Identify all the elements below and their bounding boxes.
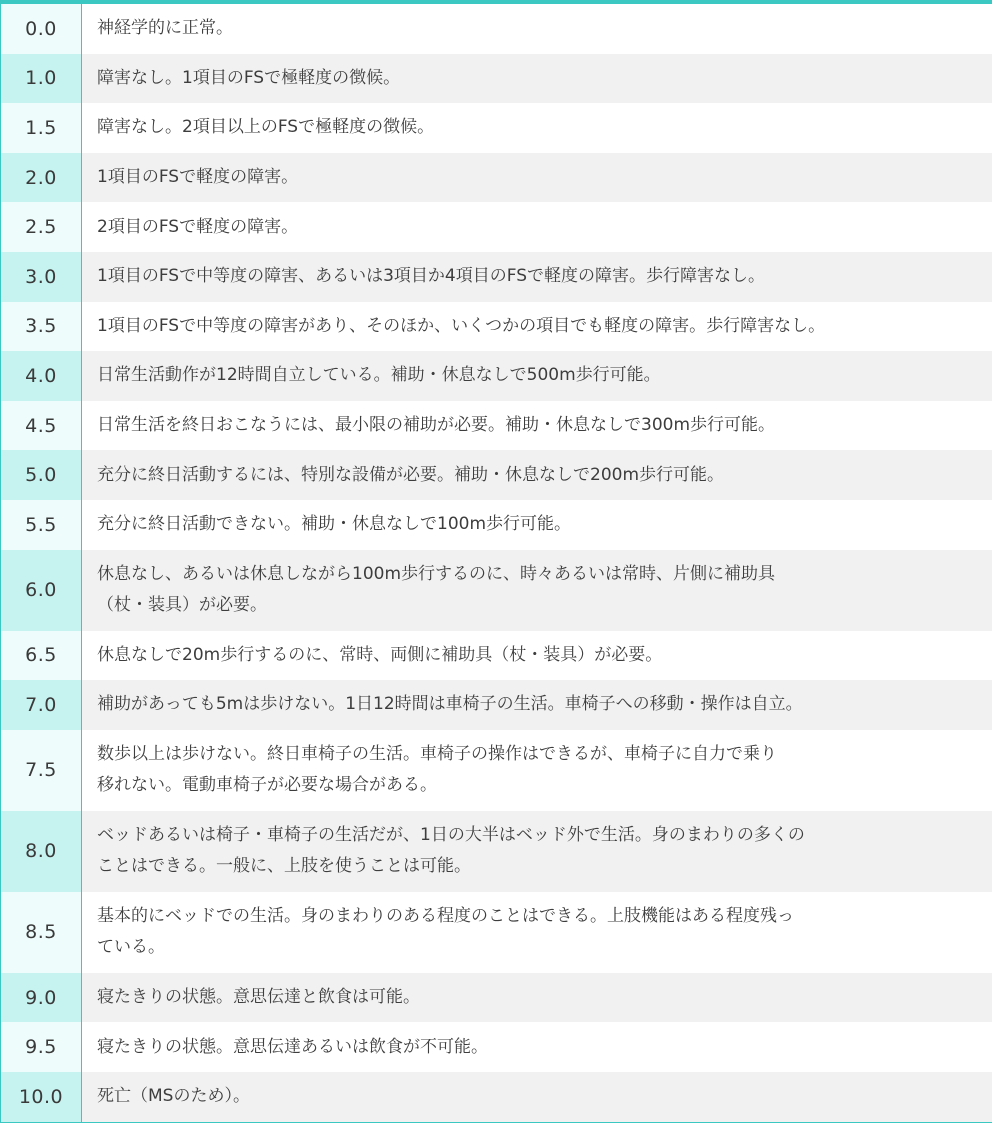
description-cell xyxy=(82,4,992,54)
description-line: 休息なし、あるいは休息しながら100m歩行するのに、時々あるいは常時、片側に補助具 xyxy=(97,559,992,590)
score-cell: 5.5 xyxy=(1,500,82,550)
table-row xyxy=(1,550,992,631)
table-row xyxy=(1,892,992,973)
description-line: 寝たきりの状態。意思伝達あるいは飲食が不可能。 xyxy=(97,1032,992,1063)
description-cell xyxy=(82,302,992,352)
edss-table xyxy=(0,4,992,1123)
description-line: 基本的にベッドでの生活。身のまわりのある程度のことはできる。上肢機能はある程度残っ xyxy=(97,901,992,932)
table-row xyxy=(1,811,992,892)
score-cell: 9.0 xyxy=(1,973,82,1023)
score-cell: 0.0 xyxy=(1,4,82,54)
table-row xyxy=(1,401,992,451)
score-cell: 1.0 xyxy=(1,54,82,104)
score-cell: 2.5 xyxy=(1,202,82,252)
description-line: ことはできる。一般に、上肢を使うことは可能。 xyxy=(97,851,992,882)
description-cell xyxy=(82,500,992,550)
score-cell: 1.5 xyxy=(1,103,82,153)
score-cell: 3.0 xyxy=(1,252,82,302)
score-cell: 9.5 xyxy=(1,1022,82,1072)
score-cell: 8.0 xyxy=(1,811,82,892)
score-cell: 8.5 xyxy=(1,892,82,973)
description-line: 日常生活を終日おこなうには、最小限の補助が必要。補助・休息なしで300m歩行可能。 xyxy=(97,410,992,441)
description-line: 寝たきりの状態。意思伝達と飲食は可能。 xyxy=(97,982,992,1013)
description-line: 障害なし。2項目以上のFSで極軽度の徴候。 xyxy=(97,112,992,143)
description-cell xyxy=(82,550,992,631)
description-cell xyxy=(82,730,992,811)
description-cell xyxy=(82,252,992,302)
score-cell: 4.5 xyxy=(1,401,82,451)
table-row xyxy=(1,631,992,681)
description-cell xyxy=(82,153,992,203)
score-cell: 3.5 xyxy=(1,302,82,352)
description-line: 日常生活動作が12時間自立している。補助・休息なしで500m歩行可能。 xyxy=(97,360,992,391)
description-line: 1項目のFSで軽度の障害。 xyxy=(97,162,992,193)
description-cell xyxy=(82,1022,992,1072)
description-line: 充分に終日活動するには、特別な設備が必要。補助・休息なしで200m歩行可能。 xyxy=(97,460,992,491)
description-line: 障害なし。1項目のFSで極軽度の徴候。 xyxy=(97,63,992,94)
description-line: 補助があっても5mは歩けない。1日12時間は車椅子の生活。車椅子への移動・操作は自立。 xyxy=(97,689,992,720)
table-row xyxy=(1,730,992,811)
description-line: 充分に終日活動できない。補助・休息なしで100m歩行可能。 xyxy=(97,509,992,540)
table-row xyxy=(1,252,992,302)
description-cell xyxy=(82,401,992,451)
score-cell: 2.0 xyxy=(1,153,82,203)
description-cell xyxy=(82,811,992,892)
description-line: （杖・装具）が必要。 xyxy=(97,590,992,621)
edss-table-body xyxy=(1,4,992,1122)
table-row xyxy=(1,103,992,153)
score-cell: 5.0 xyxy=(1,450,82,500)
description-cell xyxy=(82,54,992,104)
score-cell: 7.0 xyxy=(1,680,82,730)
description-cell xyxy=(82,103,992,153)
description-line: 数歩以上は歩けない。終日車椅子の生活。車椅子の操作はできるが、車椅子に自力で乗り xyxy=(97,739,992,770)
description-cell xyxy=(82,680,992,730)
description-line: 1項目のFSで中等度の障害、あるいは3項目か4項目のFSで軽度の障害。歩行障害なし。 xyxy=(97,261,992,292)
description-line: ている。 xyxy=(97,932,992,963)
table-row xyxy=(1,302,992,352)
description-cell xyxy=(82,450,992,500)
score-cell: 7.5 xyxy=(1,730,82,811)
table-row xyxy=(1,973,992,1023)
description-cell xyxy=(82,1072,992,1122)
table-row xyxy=(1,450,992,500)
table-row xyxy=(1,153,992,203)
description-line: 神経学的に正常。 xyxy=(97,13,992,44)
description-cell xyxy=(82,631,992,681)
description-cell xyxy=(82,351,992,401)
table-row xyxy=(1,1072,992,1122)
table-row xyxy=(1,202,992,252)
description-cell xyxy=(82,892,992,973)
description-line: 死亡（MSのため）。 xyxy=(97,1081,992,1112)
score-cell: 6.5 xyxy=(1,631,82,681)
description-line: 休息なしで20m歩行するのに、常時、両側に補助具（杖・装具）が必要。 xyxy=(97,640,992,671)
table-row xyxy=(1,500,992,550)
description-line: 2項目のFSで軽度の障害。 xyxy=(97,212,992,243)
table-row xyxy=(1,4,992,54)
table-row xyxy=(1,1022,992,1072)
description-line: 1項目のFSで中等度の障害があり、そのほか、いくつかの項目でも軽度の障害。歩行障害なし。 xyxy=(97,311,992,342)
score-cell: 10.0 xyxy=(1,1072,82,1122)
description-cell xyxy=(82,202,992,252)
table-row xyxy=(1,680,992,730)
description-cell xyxy=(82,973,992,1023)
score-cell: 4.0 xyxy=(1,351,82,401)
description-line: 移れない。電動車椅子が必要な場合がある。 xyxy=(97,770,992,801)
score-cell: 6.0 xyxy=(1,550,82,631)
description-line: ベッドあるいは椅子・車椅子の生活だが、1日の大半はベッド外で生活。身のまわりの多くの xyxy=(97,820,992,851)
table-row xyxy=(1,54,992,104)
table-row xyxy=(1,351,992,401)
